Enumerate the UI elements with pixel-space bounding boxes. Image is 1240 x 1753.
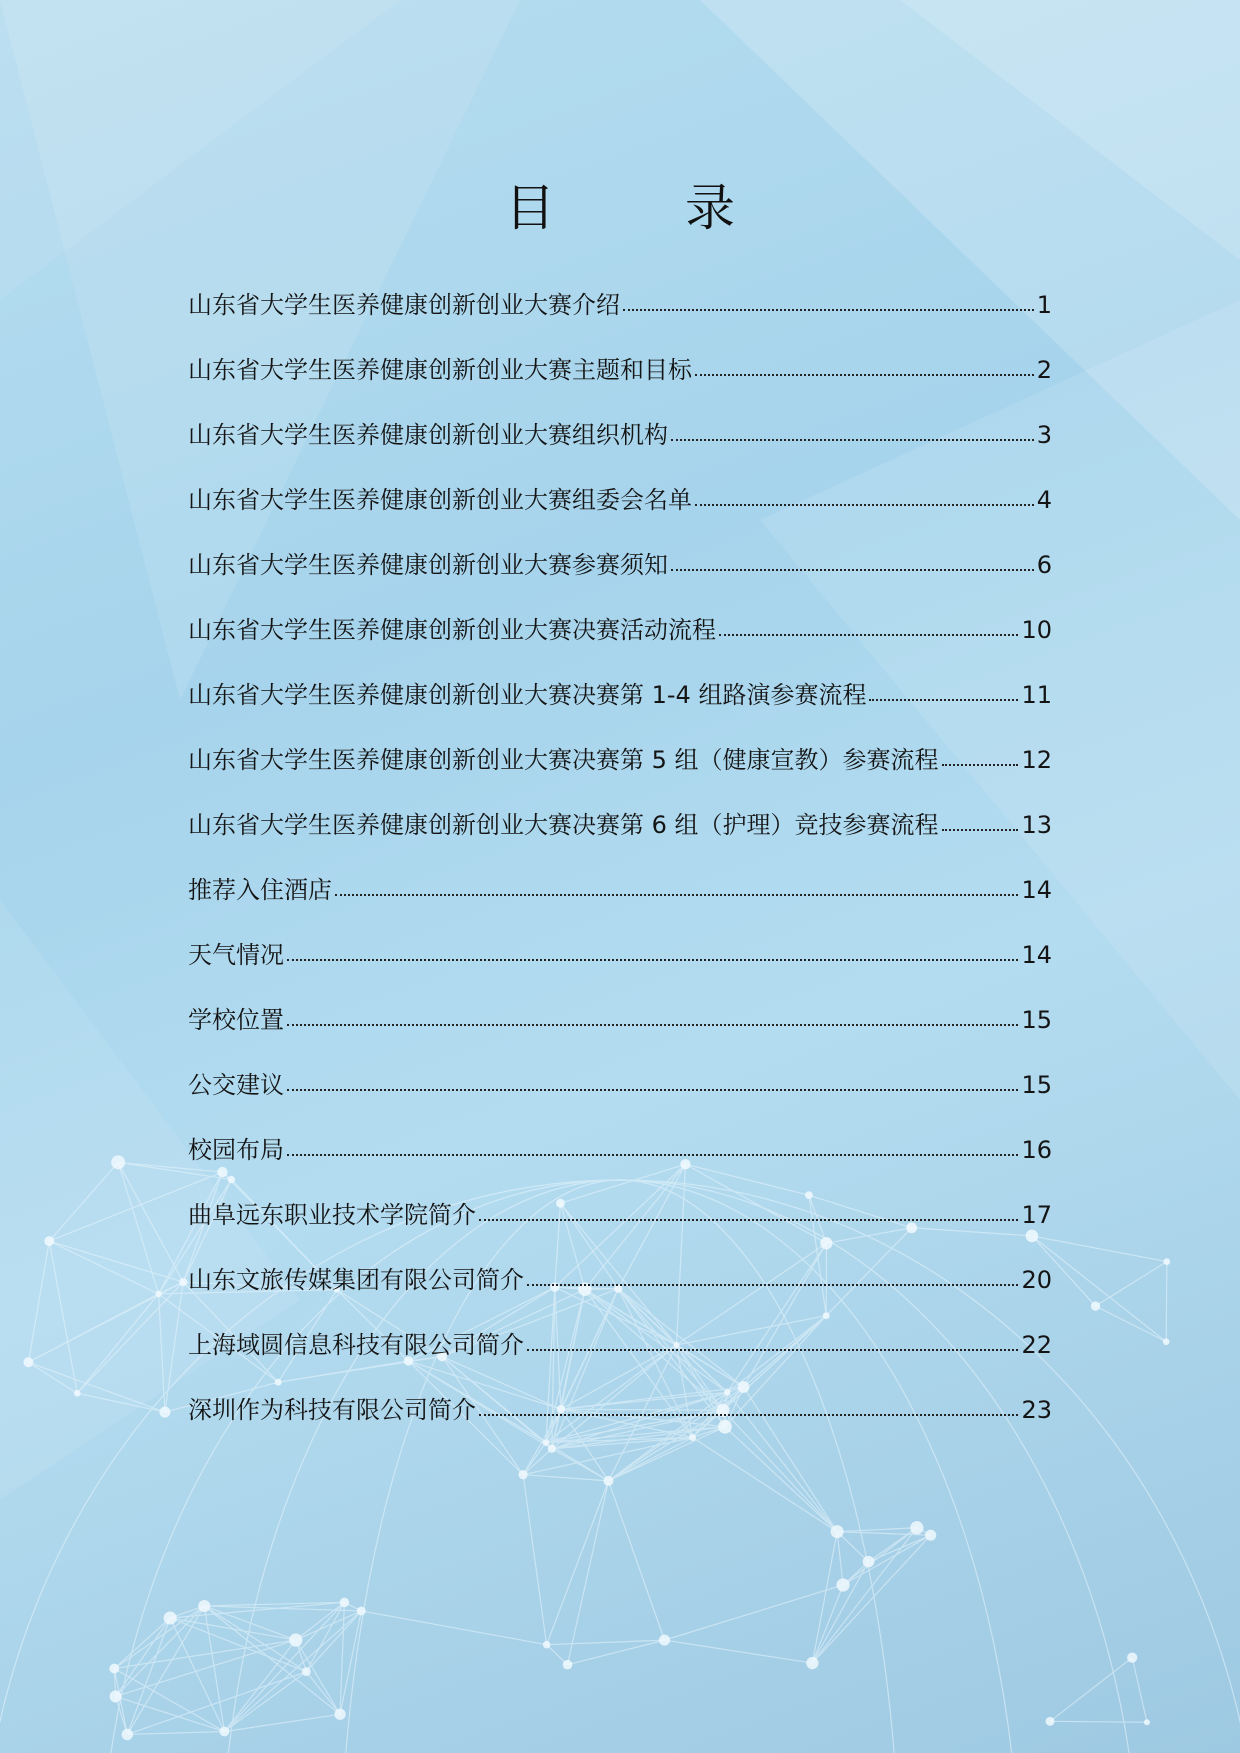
- toc-entry-page: 20: [1021, 1266, 1052, 1294]
- toc-entry-page: 12: [1021, 746, 1052, 774]
- toc-entry[interactable]: [188, 680, 1052, 745]
- toc-entry-page: 2: [1036, 356, 1052, 384]
- toc-entry-page: 17: [1021, 1201, 1052, 1229]
- toc-entry-page: 1: [1036, 291, 1052, 319]
- toc-leader-dots: [527, 1347, 1018, 1351]
- toc-entry-page: 3: [1036, 421, 1052, 449]
- toc-leader-dots: [671, 437, 1034, 441]
- toc-entry-page: 14: [1021, 876, 1052, 904]
- toc-entry-label: 上海域圆信息科技有限公司简介: [188, 1331, 524, 1359]
- toc-entry[interactable]: [188, 1395, 1052, 1460]
- toc-entry-label: 山东省大学生医养健康创新创业大赛决赛第 6 组（护理）竞技参赛流程: [188, 811, 939, 839]
- toc-entry-page: 15: [1021, 1006, 1052, 1034]
- toc-entry[interactable]: [188, 615, 1052, 680]
- toc-entry-label: 山东省大学生医养健康创新创业大赛组委会名单: [188, 486, 692, 514]
- toc-entry-page: 16: [1021, 1136, 1052, 1164]
- toc-entry-page: 4: [1036, 486, 1052, 514]
- toc-entry-label: 学校位置: [188, 1006, 284, 1034]
- toc-leader-dots: [695, 372, 1034, 376]
- toc-entry-label: 山东省大学生医养健康创新创业大赛主题和目标: [188, 356, 692, 384]
- toc-leader-dots: [287, 1022, 1018, 1026]
- toc-entry-page: 15: [1021, 1071, 1052, 1099]
- toc-entry-label: 山东省大学生医养健康创新创业大赛介绍: [188, 291, 620, 319]
- toc-entry[interactable]: [188, 355, 1052, 420]
- toc-entry-label: 山东省大学生医养健康创新创业大赛组织机构: [188, 421, 668, 449]
- toc-leader-dots: [623, 307, 1034, 311]
- toc-leader-dots: [527, 1282, 1018, 1286]
- toc-entry[interactable]: [188, 875, 1052, 940]
- toc-entry[interactable]: [188, 550, 1052, 615]
- toc-entry[interactable]: [188, 1135, 1052, 1200]
- toc-entry-page: 11: [1021, 681, 1052, 709]
- toc-entry-page: 22: [1021, 1331, 1052, 1359]
- toc-entry-page: 14: [1021, 941, 1052, 969]
- toc-leader-dots: [287, 1087, 1018, 1091]
- toc-entry-label: 山东文旅传媒集团有限公司简介: [188, 1266, 524, 1294]
- toc-entry-label: 校园布局: [188, 1136, 284, 1164]
- toc-entry[interactable]: [188, 420, 1052, 485]
- table-of-contents: [188, 290, 1052, 1460]
- toc-leader-dots: [479, 1217, 1018, 1221]
- toc-entry-label: 公交建议: [188, 1071, 284, 1099]
- toc-leader-dots: [671, 567, 1034, 571]
- toc-entry[interactable]: [188, 940, 1052, 1005]
- toc-entry-label: 曲阜远东职业技术学院简介: [188, 1201, 476, 1229]
- toc-leader-dots: [695, 502, 1034, 506]
- toc-leader-dots: [942, 762, 1019, 766]
- toc-entry[interactable]: [188, 1070, 1052, 1135]
- toc-entry[interactable]: [188, 1330, 1052, 1395]
- toc-entry-label: 推荐入住酒店: [188, 876, 332, 904]
- toc-leader-dots: [287, 957, 1018, 961]
- toc-leader-dots: [869, 697, 1018, 701]
- toc-entry[interactable]: [188, 1265, 1052, 1330]
- toc-entry[interactable]: [188, 810, 1052, 875]
- toc-leader-dots: [287, 1152, 1018, 1156]
- toc-entry-label: 深圳作为科技有限公司简介: [188, 1396, 476, 1424]
- toc-entry-page: 6: [1036, 551, 1052, 579]
- toc-entry-page: 10: [1021, 616, 1052, 644]
- toc-entry[interactable]: [188, 745, 1052, 810]
- toc-leader-dots: [479, 1412, 1018, 1416]
- toc-entry[interactable]: [188, 1200, 1052, 1265]
- toc-entry-label: 山东省大学生医养健康创新创业大赛决赛活动流程: [188, 616, 716, 644]
- toc-leader-dots: [719, 632, 1018, 636]
- toc-entry-label: 山东省大学生医养健康创新创业大赛决赛第 5 组（健康宣教）参赛流程: [188, 746, 939, 774]
- toc-leader-dots: [942, 827, 1019, 831]
- toc-entry[interactable]: [188, 485, 1052, 550]
- page-title: 目 录: [505, 179, 775, 237]
- toc-entry[interactable]: [188, 290, 1052, 355]
- toc-entry-label: 天气情况: [188, 941, 284, 969]
- toc-entry-label: 山东省大学生医养健康创新创业大赛参赛须知: [188, 551, 668, 579]
- toc-entry-page: 23: [1021, 1396, 1052, 1424]
- toc-entry[interactable]: [188, 1005, 1052, 1070]
- toc-leader-dots: [335, 892, 1018, 896]
- toc-entry-page: 13: [1021, 811, 1052, 839]
- toc-entry-label: 山东省大学生医养健康创新创业大赛决赛第 1-4 组路演参赛流程: [188, 681, 867, 709]
